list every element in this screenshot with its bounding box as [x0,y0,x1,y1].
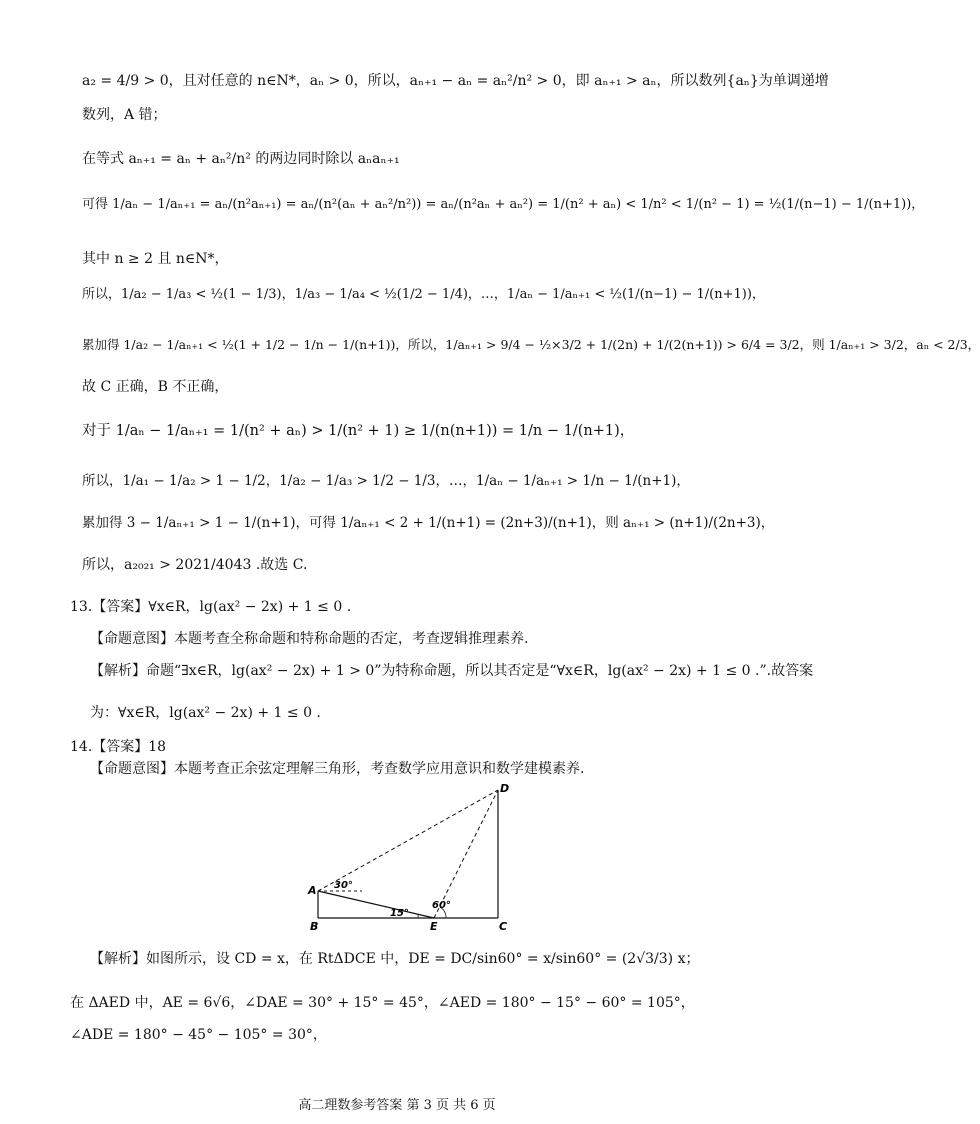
q14-analysis-1: 【解析】如图所示，设 CD = x，在 RtΔDCE 中，DE = DC/sin60° = x/sin60° = (2√3/3) x； [90,951,700,967]
line-option-a: 数列，A 错； [82,107,167,123]
line-option-c: 故 C 正确，B 不正确， [82,379,229,395]
line-divide: 在等式 aₙ₊₁ = aₙ + aₙ²/n² 的两边同时除以 aₙaₙ₊₁ [82,151,400,167]
angle-label-60: 60° [432,900,451,911]
q13-analysis: 【解析】命题“∃x∈R，lg(ax² − 2x) + 1 > 0”为特称命题，所以其否定是“∀x∈R，lg(ax² − 2x) + 1 ≤ 0 .”.故答案 [90,663,814,679]
label-D: D [500,782,510,795]
q13-intent: 【命题意图】本题考查全称命题和特称命题的否定，考查逻辑推理素养. [90,631,529,647]
line-inequalities-1: 所以，1/a₂ − 1/a₃ < ½(1 − 1/3)，1/a₃ − 1/a₄ < ½(1/2 − 1/4)，…，1/aₙ − 1/aₙ₊₁ < ½(1/(n−1) − 1/(n+1))， [82,287,765,302]
q14-answer: 14.【答案】18 [70,739,167,755]
line-condition: 其中 n ≥ 2 且 n∈N*， [82,251,229,267]
q14-analysis-3: ∠ADE = 180° − 45° − 105° = 30°， [70,1027,327,1043]
label-E: E [430,920,438,933]
segment-ED [434,790,498,918]
label-B: B [310,920,319,933]
line-monotonic: a₂ = 4/9 > 0，且对任意的 n∈N*，aₙ > 0，所以，aₙ₊₁ − aₙ = aₙ²/n² > 0，即 aₙ₊₁ > aₙ，所以数列{aₙ}为单调递增 [82,73,829,89]
line-derive: 可得 1/aₙ − 1/aₙ₊₁ = aₙ/(n²aₙ₊₁) = aₙ/(n²(aₙ + aₙ²/n²)) = aₙ/(n²aₙ + aₙ²) = 1/(n² + aₙ) < 1/n² < 1/(n² − 1) = ½(1/(n−1) − 1/(n+1))， [82,197,925,212]
line-sum-1: 累加得 1/a₂ − 1/aₙ₊₁ < ½(1 + 1/2 − 1/n − 1/(n+1))，所以，1/aₙ₊₁ > 9/4 − ½×3/2 + 1/(2n) + 1/(2(n+1)) > 6/4 = 3/2，则 1/aₙ₊₁ > 3/2，aₙ < 2/3， [82,337,980,352]
line-conclusion: 所以，a₂₀₂₁ > 2021/4043 .故选 C. [82,557,308,573]
q13-answer: 13.【答案】∀x∈R，lg(ax² − 2x) + 1 ≤ 0 . [70,599,352,615]
page-footer: 高二理数参考答案 第 3 页 共 6 页 [298,1098,496,1113]
triangle-figure [300,780,520,933]
line-sum-2: 累加得 3 − 1/aₙ₊₁ > 1 − 1/(n+1)，可得 1/aₙ₊₁ < 2 + 1/(n+1) = (2n+3)/(n+1)，则 aₙ₊₁ > (n+1)/(2n+3)， [82,515,775,531]
label-A: A [308,884,317,897]
q13-answer-end: 为：∀x∈R，lg(ax² − 2x) + 1 ≤ 0 . [90,705,321,721]
angle-label-15: 15° [390,908,409,919]
segment-AE [318,891,434,918]
q14-intent: 【命题意图】本题考查正余弦定理解三角形，考查数学应用意识和数学建模素养. [90,761,585,777]
segment-AD [318,790,498,891]
line-inequalities-2: 所以，1/a₁ − 1/a₂ > 1 − 1/2，1/a₂ − 1/a₃ > 1/2 − 1/3，…，1/aₙ − 1/aₙ₊₁ > 1/n − 1/(n+1)， [82,473,690,489]
line-lower-bound: 对于 1/aₙ − 1/aₙ₊₁ = 1/(n² + aₙ) > 1/(n² + 1) ≥ 1/(n(n+1)) = 1/n − 1/(n+1)， [82,423,635,439]
q14-analysis-2: 在 ΔAED 中，AE = 6√6，∠DAE = 30° + 15° = 45°，∠AED = 180° − 15° − 60° = 105°， [70,995,695,1011]
angle-label-30: 30° [334,880,353,891]
label-C: C [499,920,508,933]
